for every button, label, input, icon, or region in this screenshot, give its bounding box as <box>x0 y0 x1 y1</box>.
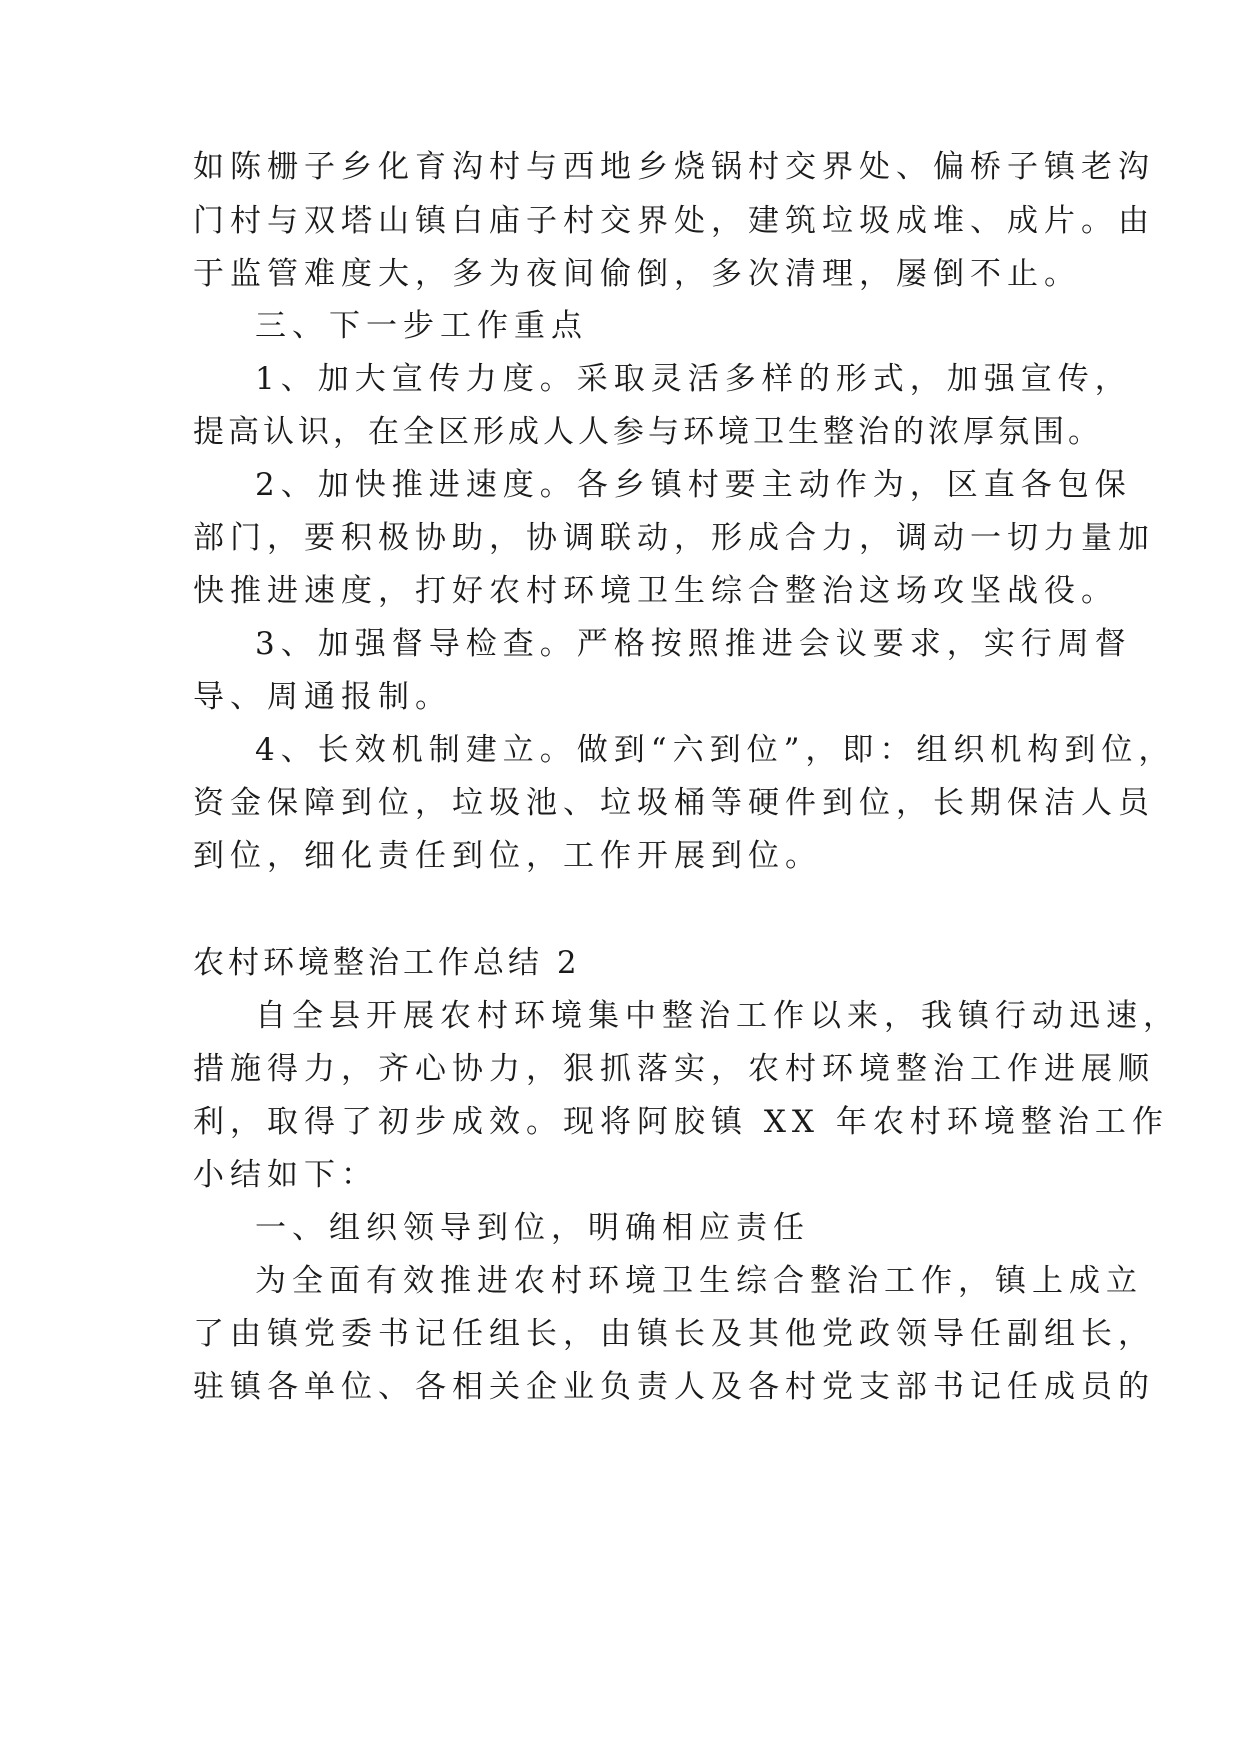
paragraph-line: 利，取得了初步成效。现将阿胶镇 XX 年农村环境整治工作 <box>193 1104 1169 1140</box>
paragraph-line: 小结如下： <box>193 1157 378 1193</box>
paragraph-line: 了由镇党委书记任组长，由镇长及其他党政领导任副组长， <box>193 1316 1155 1352</box>
list-item-line: 导、周通报制。 <box>193 679 452 715</box>
list-item-line: 1、加大宣传力度。采取灵活多样的形式，加强宣传， <box>255 361 1132 397</box>
list-item-line: 3、加强督导检查。严格按照推进会议要求，实行周督 <box>255 626 1132 662</box>
list-item-line: 资金保障到位，垃圾池、垃圾桶等硬件到位，长期保洁人员 <box>193 785 1155 821</box>
paragraph-line: 于监管难度大，多为夜间偷倒，多次清理，屡倒不止。 <box>193 256 1081 292</box>
list-item-line: 4、长效机制建立。做到“六到位”，即：组织机构到位， <box>255 732 1176 768</box>
section-heading: 三、下一步工作重点 <box>255 308 588 344</box>
paragraph-line: 为全面有效推进农村环境卫生综合整治工作，镇上成立 <box>255 1263 1143 1299</box>
list-item-line: 部门，要积极协助，协调联动，形成合力，调动一切力量加 <box>193 520 1155 556</box>
paragraph-line: 如陈栅子乡化育沟村与西地乡烧锅村交界处、偏桥子镇老沟 <box>193 149 1155 185</box>
paragraph-line: 门村与双塔山镇白庙子村交界处，建筑垃圾成堆、成片。由 <box>193 203 1155 239</box>
paragraph-line: 自全县开展农村环境集中整治工作以来，我镇行动迅速， <box>255 998 1180 1034</box>
paragraph-line: 措施得力，齐心协力，狠抓落实，农村环境整治工作进展顺 <box>193 1051 1155 1087</box>
section-heading: 一、组织领导到位，明确相应责任 <box>255 1210 810 1246</box>
document-title: 农村环境整治工作总结 2 <box>193 945 581 981</box>
list-item-line: 提高认识，在全区形成人人参与环境卫生整治的浓厚氛围。 <box>193 414 1103 450</box>
list-item-line: 2、加快推进速度。各乡镇村要主动作为，区直各包保 <box>255 467 1132 503</box>
paragraph-line: 驻镇各单位、各相关企业负责人及各村党支部书记任成员的 <box>193 1369 1155 1405</box>
list-item-line: 到位，细化责任到位，工作开展到位。 <box>193 838 822 874</box>
list-item-line: 快推进速度，打好农村环境卫生综合整治这场攻坚战役。 <box>193 573 1118 609</box>
